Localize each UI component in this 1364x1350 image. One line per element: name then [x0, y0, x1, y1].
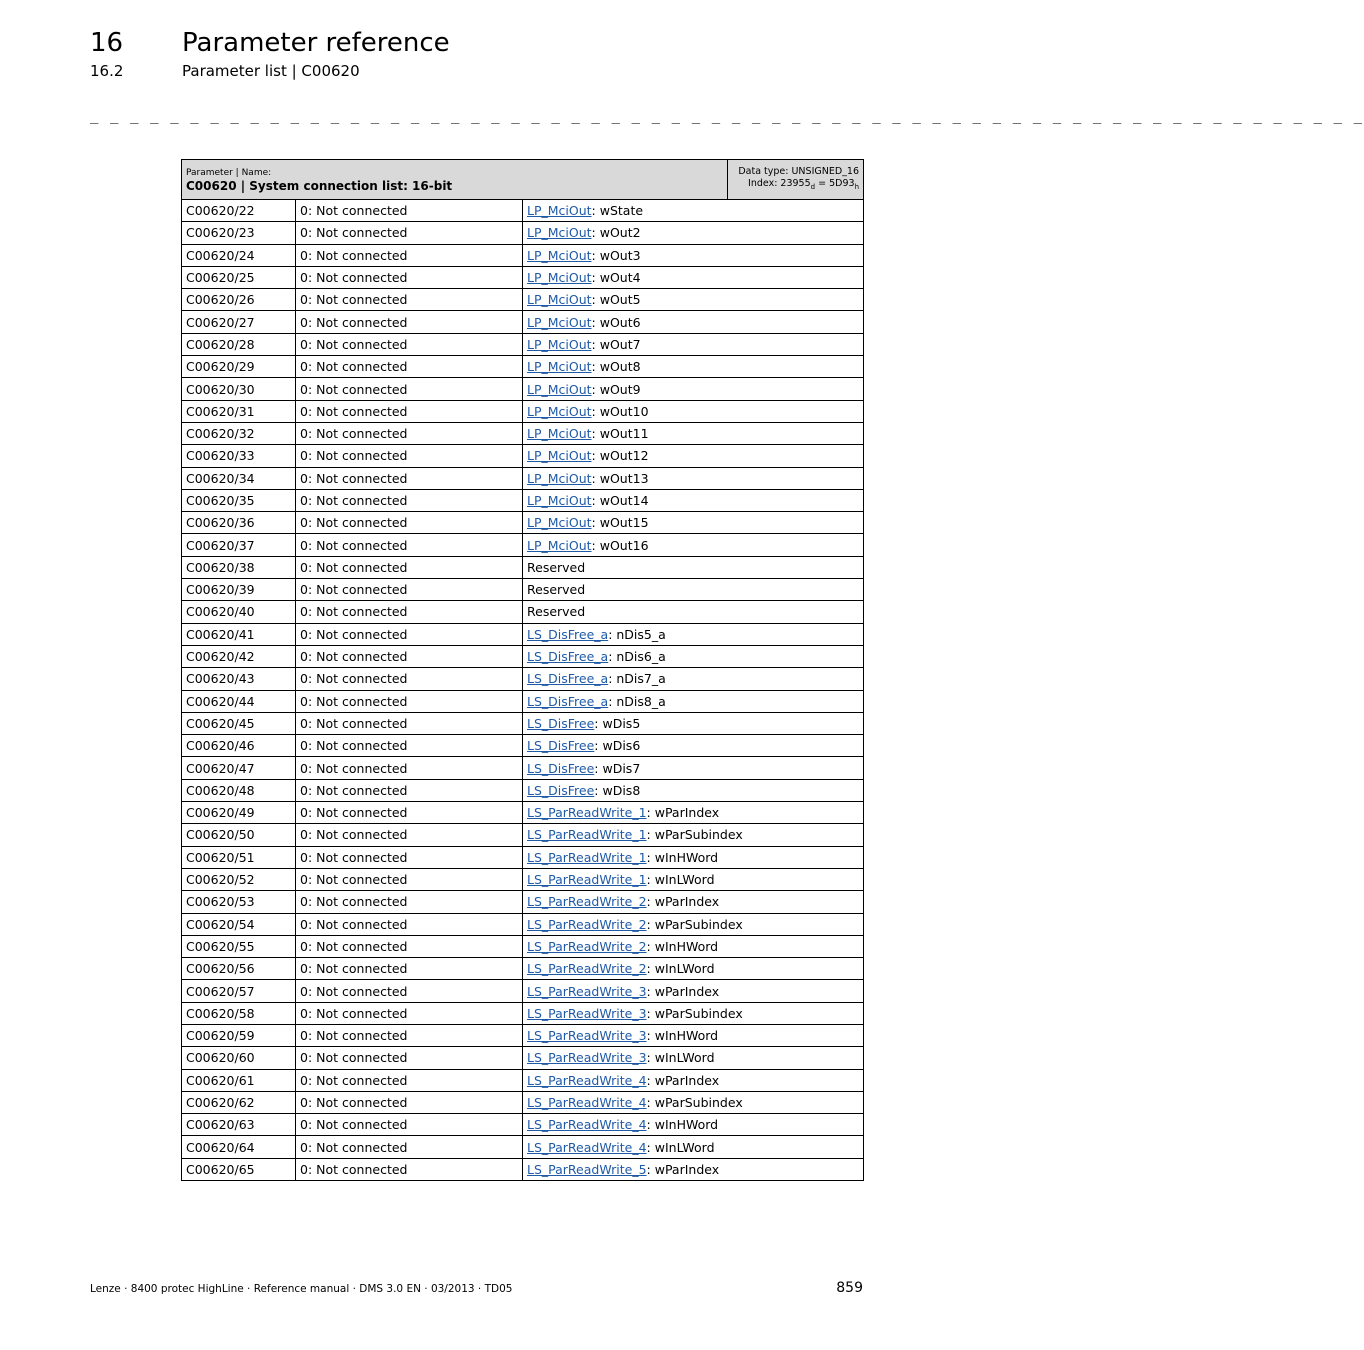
signal-cell — [523, 846, 864, 868]
block-link[interactable]: LP_MciOut — [527, 203, 592, 219]
table-row — [182, 757, 864, 779]
block-link[interactable]: LS_DisFree_a — [527, 626, 609, 642]
value-cell: 0: Not connected — [296, 200, 523, 222]
signal-name: : wParSubindex — [646, 1005, 743, 1021]
signal-cell — [523, 712, 864, 734]
signal-name: : wParIndex — [646, 1161, 720, 1177]
subcode-cell: C00620/59 — [182, 1024, 296, 1046]
table-row — [182, 556, 864, 578]
value-cell: 0: Not connected — [296, 1024, 523, 1046]
value-cell: 0: Not connected — [296, 757, 523, 779]
data-type-cell — [728, 160, 864, 200]
block-link[interactable]: LS_DisFree — [527, 715, 595, 731]
table-row — [182, 512, 864, 534]
subcode-cell: C00620/42 — [182, 645, 296, 667]
value-cell: 0: Not connected — [296, 400, 523, 422]
subcode-cell: C00620/47 — [182, 757, 296, 779]
signal-name: : wInLWord — [646, 961, 715, 977]
signal-cell — [523, 1158, 864, 1180]
signal-name: : nDis7_a — [608, 671, 666, 687]
subcode-cell: C00620/35 — [182, 489, 296, 511]
value-cell: 0: Not connected — [296, 556, 523, 578]
parameter-name-cell — [182, 160, 728, 200]
signal-cell — [523, 802, 864, 824]
value-cell: 0: Not connected — [296, 935, 523, 957]
subcode-cell: C00620/46 — [182, 735, 296, 757]
block-link[interactable]: LS_ParReadWrite_3 — [527, 1005, 647, 1021]
block-link[interactable]: LS_DisFree_a — [527, 649, 609, 665]
block-link[interactable]: LP_MciOut — [527, 270, 592, 286]
signal-name: : wParIndex — [646, 1072, 720, 1088]
signal-name: : wInLWord — [646, 1050, 715, 1066]
signal-name: : wParSubindex — [646, 1095, 743, 1111]
subcode-cell: C00620/52 — [182, 868, 296, 890]
subcode-cell: C00620/25 — [182, 266, 296, 288]
table-row — [182, 579, 864, 601]
subcode-cell: C00620/24 — [182, 244, 296, 266]
signal-cell — [523, 333, 864, 355]
value-cell: 0: Not connected — [296, 244, 523, 266]
subcode-cell: C00620/50 — [182, 824, 296, 846]
block-link[interactable]: LP_MciOut — [527, 292, 592, 308]
block-link[interactable]: LP_MciOut — [527, 470, 592, 486]
table-row — [182, 445, 864, 467]
signal-name: : wOut16 — [591, 537, 649, 553]
value-cell: 0: Not connected — [296, 846, 523, 868]
subcode-cell: C00620/32 — [182, 422, 296, 444]
signal-cell — [523, 757, 864, 779]
subcode-cell: C00620/31 — [182, 400, 296, 422]
parameter-index: Index: $23955_d = 5D93_h$ — [748, 178, 859, 191]
signal-name: : wOut7 — [591, 336, 641, 352]
subcode-cell: C00620/29 — [182, 356, 296, 378]
subcode-cell: C00620/33 — [182, 445, 296, 467]
signal-name: : wOut11 — [591, 426, 649, 442]
value-cell: 0: Not connected — [296, 735, 523, 757]
value-cell: 0: Not connected — [296, 311, 523, 333]
signal-cell — [523, 311, 864, 333]
table-row — [182, 356, 864, 378]
signal-cell — [523, 467, 864, 489]
table-row — [182, 935, 864, 957]
signal-cell — [523, 913, 864, 935]
signal-name: : wOut13 — [591, 470, 649, 486]
value-cell: 0: Not connected — [296, 891, 523, 913]
value-cell: 0: Not connected — [296, 489, 523, 511]
signal-cell — [523, 200, 864, 222]
parameter-table — [181, 159, 864, 1181]
signal-cell — [523, 422, 864, 444]
block-link[interactable]: LS_DisFree — [527, 760, 595, 776]
block-link[interactable]: LS_ParReadWrite_2 — [527, 916, 647, 932]
subcode-cell: C00620/40 — [182, 601, 296, 623]
block-link[interactable]: LS_ParReadWrite_4 — [527, 1095, 647, 1111]
signal-cell — [523, 824, 864, 846]
value-cell: 0: Not connected — [296, 958, 523, 980]
value-cell: 0: Not connected — [296, 1002, 523, 1024]
table-row — [182, 1114, 864, 1136]
page-number: 859 — [836, 1280, 863, 1296]
subcode-cell: C00620/65 — [182, 1158, 296, 1180]
signal-name: : wParSubindex — [646, 827, 743, 843]
signal-cell — [523, 266, 864, 288]
signal-name: : wParIndex — [646, 805, 720, 821]
table-row — [182, 333, 864, 355]
block-link[interactable]: LP_MciOut — [527, 247, 592, 263]
table-row — [182, 690, 864, 712]
block-link[interactable]: LS_ParReadWrite_4 — [527, 1072, 647, 1088]
value-cell: 0: Not connected — [296, 690, 523, 712]
subcode-cell: C00620/45 — [182, 712, 296, 734]
signal-name: : wDis5 — [594, 715, 641, 731]
table-row — [182, 824, 864, 846]
block-link[interactable]: LS_ParReadWrite_5 — [527, 1161, 647, 1177]
header-separator: _ _ _ _ _ _ _ _ _ _ _ _ _ _ _ _ _ _ _ _ _ _ _ _ _ _ _ _ _ _ _ _ _ _ _ _ _ _ _ _ _ _ _ _ _ _ _ _ _ _ _ _ _ _ _ _ _ _ _ _ _ _ _ _ — [90, 108, 1364, 124]
block-link[interactable]: LS_ParReadWrite_4 — [527, 1139, 647, 1155]
value-cell: 0: Not connected — [296, 333, 523, 355]
subcode-cell: C00620/57 — [182, 980, 296, 1002]
subcode-cell: C00620/51 — [182, 846, 296, 868]
signal-name: : wInLWord — [646, 872, 715, 888]
signal-cell — [523, 935, 864, 957]
value-cell: 0: Not connected — [296, 779, 523, 801]
subcode-cell: C00620/61 — [182, 1069, 296, 1091]
table-row — [182, 400, 864, 422]
block-link[interactable]: LP_MciOut — [527, 314, 592, 330]
value-cell: 0: Not connected — [296, 913, 523, 935]
block-link[interactable]: LP_MciOut — [527, 359, 592, 375]
signal-name: : wInLWord — [646, 1139, 715, 1155]
table-row — [182, 422, 864, 444]
block-link[interactable]: LS_DisFree — [527, 782, 595, 798]
signal-cell — [523, 668, 864, 690]
table-row — [182, 200, 864, 222]
subcode-cell: C00620/60 — [182, 1047, 296, 1069]
table-row — [182, 891, 864, 913]
value-cell: 0: Not connected — [296, 1047, 523, 1069]
signal-name: : wParIndex — [646, 983, 720, 999]
signal-cell — [523, 579, 864, 601]
signal-name: : wInHWord — [646, 849, 719, 865]
signal-name: Reserved — [527, 559, 586, 575]
value-cell: 0: Not connected — [296, 512, 523, 534]
signal-cell — [523, 534, 864, 556]
block-link[interactable]: LS_ParReadWrite_3 — [527, 1050, 647, 1066]
block-link[interactable]: LS_DisFree_a — [527, 671, 609, 687]
signal-cell — [523, 1047, 864, 1069]
signal-cell — [523, 512, 864, 534]
subcode-cell: C00620/36 — [182, 512, 296, 534]
table-row — [182, 645, 864, 667]
value-cell: 0: Not connected — [296, 356, 523, 378]
block-link[interactable]: LP_MciOut — [527, 537, 592, 553]
parameter-title: C00620 | System connection list: 16-bit — [186, 178, 453, 193]
signal-cell — [523, 868, 864, 890]
block-link[interactable]: LP_MciOut — [527, 381, 592, 397]
table-row — [182, 222, 864, 244]
value-cell: 0: Not connected — [296, 601, 523, 623]
signal-cell — [523, 958, 864, 980]
table-row — [182, 623, 864, 645]
value-cell: 0: Not connected — [296, 467, 523, 489]
signal-name: : wOut6 — [591, 314, 641, 330]
signal-cell — [523, 690, 864, 712]
block-link[interactable]: LS_ParReadWrite_1 — [527, 872, 647, 888]
signal-name: : wOut12 — [591, 448, 649, 464]
signal-name: : wOut2 — [591, 225, 641, 241]
table-row — [182, 467, 864, 489]
signal-name: : wOut15 — [591, 515, 649, 531]
signal-cell — [523, 645, 864, 667]
subcode-cell: C00620/26 — [182, 289, 296, 311]
signal-name: : nDis5_a — [608, 626, 666, 642]
chapter-title: Parameter reference — [182, 28, 450, 58]
value-cell: 0: Not connected — [296, 289, 523, 311]
block-link[interactable]: LS_ParReadWrite_1 — [527, 849, 647, 865]
block-link[interactable]: LP_MciOut — [527, 426, 592, 442]
table-row — [182, 289, 864, 311]
subcode-cell: C00620/63 — [182, 1114, 296, 1136]
block-link[interactable]: LS_ParReadWrite_2 — [527, 938, 647, 954]
parameter-label: Parameter | Name: — [186, 167, 272, 178]
value-cell: 0: Not connected — [296, 222, 523, 244]
value-cell: 0: Not connected — [296, 623, 523, 645]
table-row — [182, 601, 864, 623]
signal-name: : wOut9 — [591, 381, 641, 397]
value-cell: 0: Not connected — [296, 802, 523, 824]
value-cell: 0: Not connected — [296, 266, 523, 288]
block-link[interactable]: LS_ParReadWrite_1 — [527, 827, 647, 843]
block-link[interactable]: LP_MciOut — [527, 493, 592, 508]
subcode-cell: C00620/22 — [182, 200, 296, 222]
signal-cell — [523, 289, 864, 311]
section-title: Parameter list | C00620 — [182, 62, 360, 80]
table-row — [182, 1069, 864, 1091]
data-type: Data type: UNSIGNED_16 — [738, 166, 859, 178]
subcode-cell: C00620/48 — [182, 779, 296, 801]
parameter-table-header — [182, 160, 864, 200]
signal-cell — [523, 1069, 864, 1091]
block-link[interactable]: LS_DisFree_a — [527, 693, 609, 709]
block-link[interactable]: LS_ParReadWrite_3 — [527, 1028, 647, 1044]
subcode-cell: C00620/23 — [182, 222, 296, 244]
value-cell: 0: Not connected — [296, 1136, 523, 1158]
signal-cell — [523, 222, 864, 244]
signal-cell — [523, 556, 864, 578]
signal-name: : wParSubindex — [646, 916, 743, 932]
table-row — [182, 534, 864, 556]
signal-name: : wDis8 — [594, 782, 641, 798]
value-cell: 0: Not connected — [296, 445, 523, 467]
signal-name: : wInHWord — [646, 938, 719, 954]
subcode-cell: C00620/41 — [182, 623, 296, 645]
table-row — [182, 266, 864, 288]
signal-cell — [523, 1002, 864, 1024]
signal-name: : wOut8 — [591, 359, 641, 375]
signal-cell — [523, 623, 864, 645]
subcode-cell: C00620/64 — [182, 1136, 296, 1158]
value-cell: 0: Not connected — [296, 824, 523, 846]
table-row — [182, 802, 864, 824]
table-row — [182, 1158, 864, 1180]
table-row — [182, 913, 864, 935]
signal-name: : wParIndex — [646, 894, 720, 910]
value-cell: 0: Not connected — [296, 422, 523, 444]
block-link[interactable]: LP_MciOut — [527, 448, 592, 464]
signal-name: : wOut3 — [591, 247, 641, 263]
value-cell: 0: Not connected — [296, 980, 523, 1002]
signal-name: : wInHWord — [646, 1028, 719, 1044]
signal-cell — [523, 1024, 864, 1046]
signal-name: : wState — [591, 203, 644, 219]
table-row — [182, 980, 864, 1002]
signal-cell — [523, 1114, 864, 1136]
signal-cell — [523, 735, 864, 757]
table-row — [182, 735, 864, 757]
value-cell: 0: Not connected — [296, 712, 523, 734]
signal-cell — [523, 1136, 864, 1158]
table-row — [182, 1091, 864, 1113]
signal-name: Reserved — [527, 582, 586, 598]
block-link[interactable]: LP_MciOut — [527, 403, 592, 419]
subcode-cell: C00620/43 — [182, 668, 296, 690]
subcode-cell: C00620/37 — [182, 534, 296, 556]
subcode-cell: C00620/58 — [182, 1002, 296, 1024]
signal-cell — [523, 980, 864, 1002]
subcode-cell: C00620/34 — [182, 467, 296, 489]
signal-cell — [523, 601, 864, 623]
signal-name: : wOut14 — [591, 493, 649, 508]
table-row — [182, 712, 864, 734]
value-cell: 0: Not connected — [296, 868, 523, 890]
subcode-cell: C00620/62 — [182, 1091, 296, 1113]
table-row — [182, 1136, 864, 1158]
table-row — [182, 311, 864, 333]
block-link[interactable]: LS_ParReadWrite_3 — [527, 983, 647, 999]
value-cell: 0: Not connected — [296, 645, 523, 667]
block-link[interactable]: LS_DisFree — [527, 738, 595, 754]
block-link[interactable]: LS_ParReadWrite_1 — [527, 805, 647, 821]
subcode-cell: C00620/56 — [182, 958, 296, 980]
signal-cell — [523, 891, 864, 913]
footer-text: Lenze · 8400 protec HighLine · Reference manual · DMS 3.0 EN · 03/2013 · TD05 — [90, 1283, 513, 1295]
subcode-cell: C00620/38 — [182, 556, 296, 578]
block-link[interactable]: LS_ParReadWrite_2 — [527, 894, 647, 910]
value-cell: 0: Not connected — [296, 1114, 523, 1136]
table-row — [182, 958, 864, 980]
subcode-cell: C00620/28 — [182, 333, 296, 355]
signal-name: : nDis6_a — [608, 649, 666, 665]
subcode-cell: C00620/55 — [182, 935, 296, 957]
signal-name: Reserved — [527, 604, 586, 620]
subcode-cell: C00620/44 — [182, 690, 296, 712]
value-cell: 0: Not connected — [296, 1069, 523, 1091]
subcode-cell: C00620/39 — [182, 579, 296, 601]
table-row — [182, 1024, 864, 1046]
value-cell: 0: Not connected — [296, 668, 523, 690]
subcode-cell: C00620/30 — [182, 378, 296, 400]
table-row — [182, 1047, 864, 1069]
subcode-cell: C00620/27 — [182, 311, 296, 333]
value-cell: 0: Not connected — [296, 534, 523, 556]
table-row — [182, 868, 864, 890]
chapter-number: 16 — [90, 28, 124, 58]
signal-name: : wOut4 — [591, 270, 641, 286]
table-row — [182, 244, 864, 266]
value-cell: 0: Not connected — [296, 1091, 523, 1113]
signal-cell — [523, 356, 864, 378]
table-row — [182, 489, 864, 511]
block-link[interactable]: LP_MciOut — [527, 225, 592, 241]
section-number: 16.2 — [90, 62, 124, 80]
block-link[interactable]: LP_MciOut — [527, 515, 592, 531]
signal-cell — [523, 489, 864, 511]
signal-cell — [523, 400, 864, 422]
signal-name: : wDis6 — [594, 738, 641, 754]
signal-cell — [523, 445, 864, 467]
signal-cell — [523, 1091, 864, 1113]
signal-name: : wInHWord — [646, 1117, 719, 1133]
table-row — [182, 846, 864, 868]
block-link[interactable]: LP_MciOut — [527, 336, 592, 352]
table-row — [182, 1002, 864, 1024]
subcode-cell: C00620/49 — [182, 802, 296, 824]
subcode-cell: C00620/54 — [182, 913, 296, 935]
value-cell: 0: Not connected — [296, 1158, 523, 1180]
table-row — [182, 668, 864, 690]
value-cell: 0: Not connected — [296, 378, 523, 400]
signal-name: : wDis7 — [594, 760, 641, 776]
signal-cell — [523, 244, 864, 266]
table-row — [182, 779, 864, 801]
signal-name: : nDis8_a — [608, 693, 666, 709]
table-row — [182, 378, 864, 400]
signal-cell — [523, 378, 864, 400]
block-link[interactable]: LS_ParReadWrite_2 — [527, 961, 647, 977]
subcode-cell: C00620/53 — [182, 891, 296, 913]
block-link[interactable]: LS_ParReadWrite_4 — [527, 1117, 647, 1133]
signal-cell — [523, 779, 864, 801]
signal-name: : wOut5 — [591, 292, 641, 308]
signal-name: : wOut10 — [591, 403, 649, 419]
value-cell: 0: Not connected — [296, 579, 523, 601]
